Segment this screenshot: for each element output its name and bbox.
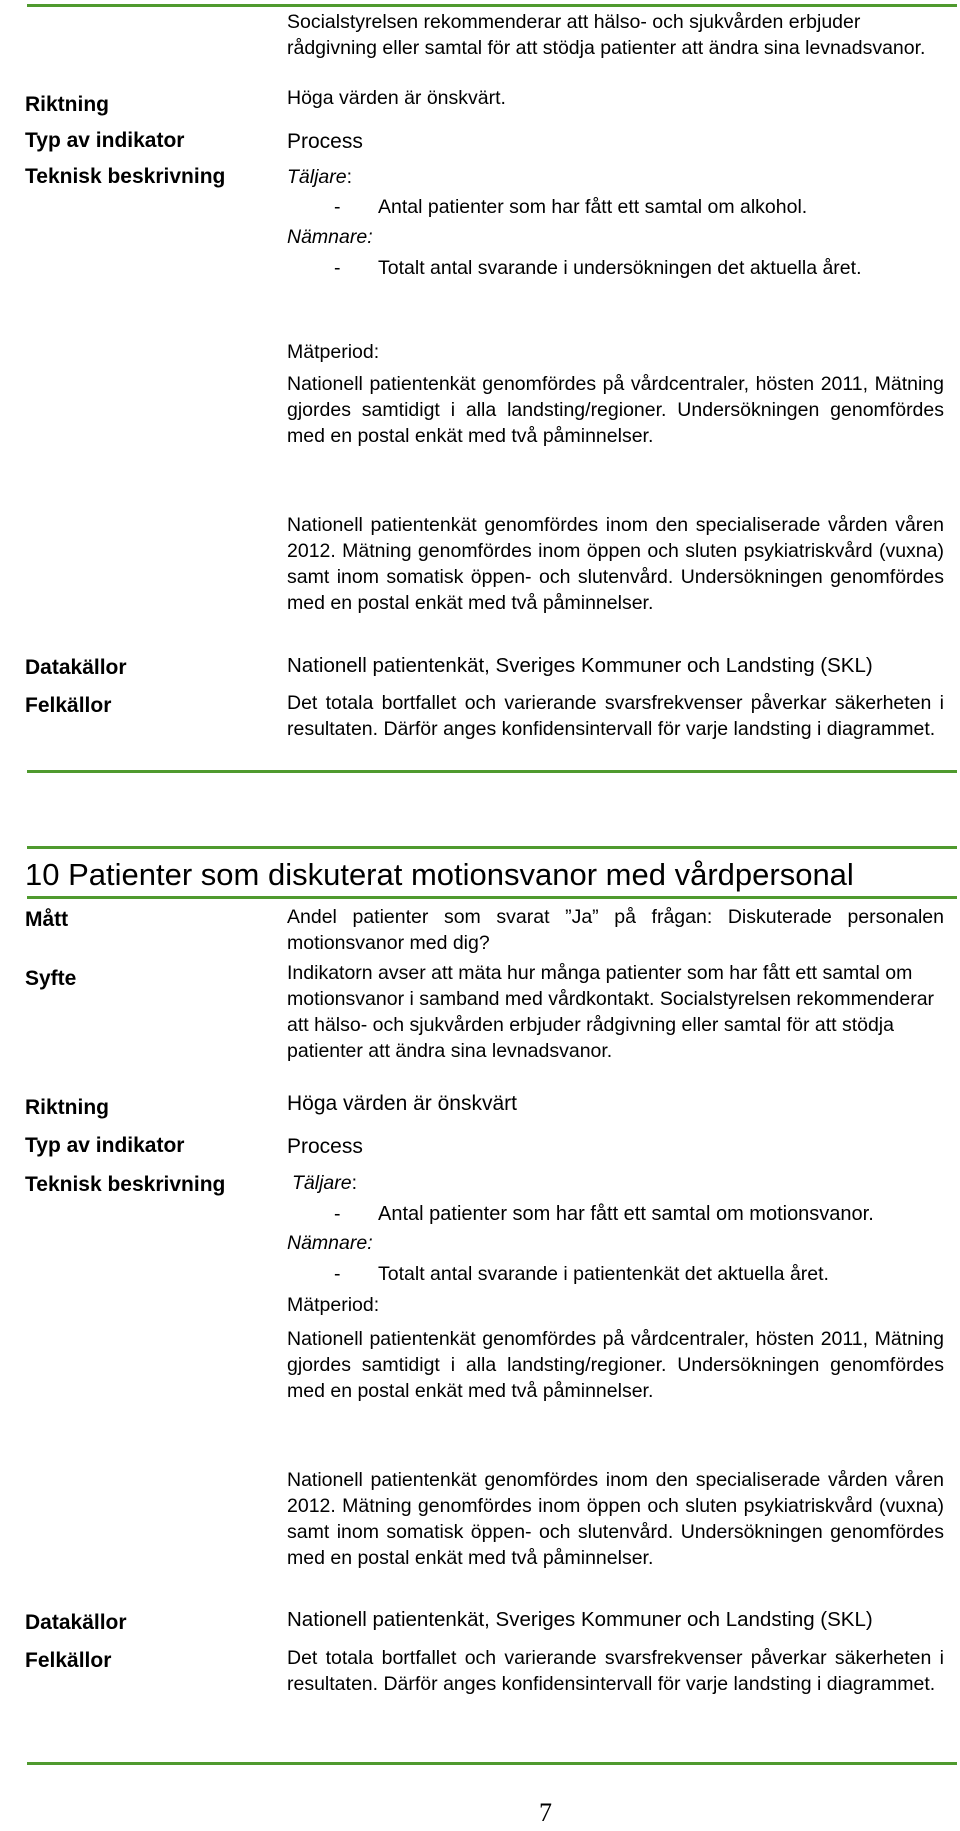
datakallor-value-2: Nationell patientenkät, Sveriges Kommuner och Landsting (SKL) <box>287 1608 873 1631</box>
table-top-rule <box>27 4 957 7</box>
riktning-value: Höga värden är önskvärt. <box>287 87 506 109</box>
section-heading: 10 Patienter som diskuterat motionsvanor med vårdpersonal <box>25 857 854 892</box>
taljare-value: Antal patienter som har fått ett samtal om alkohol. <box>378 196 808 218</box>
namnare-dash-2: - <box>334 1263 341 1285</box>
felkallor-label: Felkällor <box>25 694 112 717</box>
namnare-value-2: Totalt antal svarande i patientenkät det aktuella året. <box>378 1263 829 1285</box>
typ-av-indikator-value-2: Process <box>287 1135 363 1158</box>
syfte-value: Indikatorn avser att mäta hur många patienter som har fått ett samtal om motionsvanor i samband med vårdkontakt. Socialstyrelsen rekommenderar att hälso- och sjukvården erbjuder rådgivning eller samtal för att stödja patienter att ändra sina levnadsvanor. <box>287 962 935 1062</box>
datakallor-value: Nationell patientenkät, Sveriges Kommuner och Landsting (SKL) <box>287 654 873 677</box>
namnare-value: Totalt antal svarande i undersökningen det aktuella året. <box>378 257 862 279</box>
table-bottom-rule-2 <box>27 1762 957 1765</box>
datakallor-label-2: Datakällor <box>25 1611 127 1634</box>
taljare-dash: - <box>334 196 341 218</box>
taljare-label: Täljare: <box>287 166 353 188</box>
teknisk-beskrivning-label-2: Teknisk beskrivning <box>25 1173 226 1196</box>
table-bottom-rule <box>27 770 957 773</box>
matperiod-label-2: Mätperiod: <box>287 1294 380 1316</box>
namnare-dash: - <box>334 257 341 279</box>
felkallor-label-2: Felkällor <box>25 1649 112 1672</box>
teknisk-beskrivning-label: Teknisk beskrivning <box>25 165 226 188</box>
matperiod-paragraph-2: Nationell patientenkät genomfördes inom den specialiserade vården våren 2012. Mätning genomfördes inom öppen och sluten psykiatriskvård (vuxna) samt inom somatisk öppen- och slutenvård. Undersökningen genomfördes med en postal enkät med två påminnelser. <box>287 514 944 614</box>
felkallor-value-2: Det totala bortfallet och varierande svarsfrekvenser påverkar säkerheten i resultaten. Därför anges konfidensintervall för varje landsting i diagrammet. <box>287 1647 944 1695</box>
felkallor-value: Det totala bortfallet och varierande svarsfrekvenser påverkar säkerheten i resultaten. Därför anges konfidensintervall för varje landsting i diagrammet. <box>287 692 944 740</box>
matt-label: Mått <box>25 908 69 931</box>
riktning-label: Riktning <box>25 93 109 116</box>
syfte-continuation: Socialstyrelsen rekommenderar att hälso- och sjukvården erbjuder rådgivning eller samtal för att stödja patienter att ändra sina levnadsvanor. <box>287 11 926 59</box>
namnare-label: Nämnare: <box>287 226 373 248</box>
table-top-rule-2 <box>27 896 957 899</box>
matperiod-paragraph-1-2: Nationell patientenkät genomfördes på vårdcentraler, hösten 2011, Mätning gjordes samtidigt i alla landsting/regioner. Undersökningen genomfördes med en postal enkät med två påminnelser. <box>287 1328 944 1402</box>
syfte-label: Syfte <box>25 967 77 990</box>
matperiod-label: Mätperiod: <box>287 341 380 363</box>
matt-value: Andel patienter som svarat ”Ja” på frågan: Diskuterade personalen motionsvanor med dig? <box>287 906 944 954</box>
taljare-value-2: Antal patienter som har fått ett samtal om motionsvanor. <box>378 1203 874 1225</box>
datakallor-label: Datakällor <box>25 656 127 679</box>
taljare-label-2: Täljare: <box>292 1172 358 1194</box>
typ-av-indikator-value: Process <box>287 130 363 153</box>
riktning-value-2: Höga värden är önskvärt <box>287 1092 517 1115</box>
matperiod-paragraph-2-2: Nationell patientenkät genomfördes inom den specialiserade vården våren 2012. Mätning genomfördes inom öppen och sluten psykiatriskvård (vuxna) samt inom somatisk öppen- och slutenvård. Undersökningen genomfördes med en postal enkät med två påminnelser. <box>287 1469 944 1569</box>
taljare-dash-2: - <box>334 1203 341 1225</box>
riktning-label-2: Riktning <box>25 1096 109 1119</box>
section-heading-rule <box>27 846 957 849</box>
page-number: 7 <box>539 1798 552 1827</box>
typ-av-indikator-label-2: Typ av indikator <box>25 1134 185 1157</box>
namnare-label-2: Nämnare: <box>287 1232 373 1254</box>
typ-av-indikator-label: Typ av indikator <box>25 129 185 152</box>
matperiod-paragraph-1: Nationell patientenkät genomfördes på vårdcentraler, hösten 2011, Mätning gjordes samtidigt i alla landsting/regioner. Undersökningen genomfördes med en postal enkät med två påminnelser. <box>287 373 944 447</box>
